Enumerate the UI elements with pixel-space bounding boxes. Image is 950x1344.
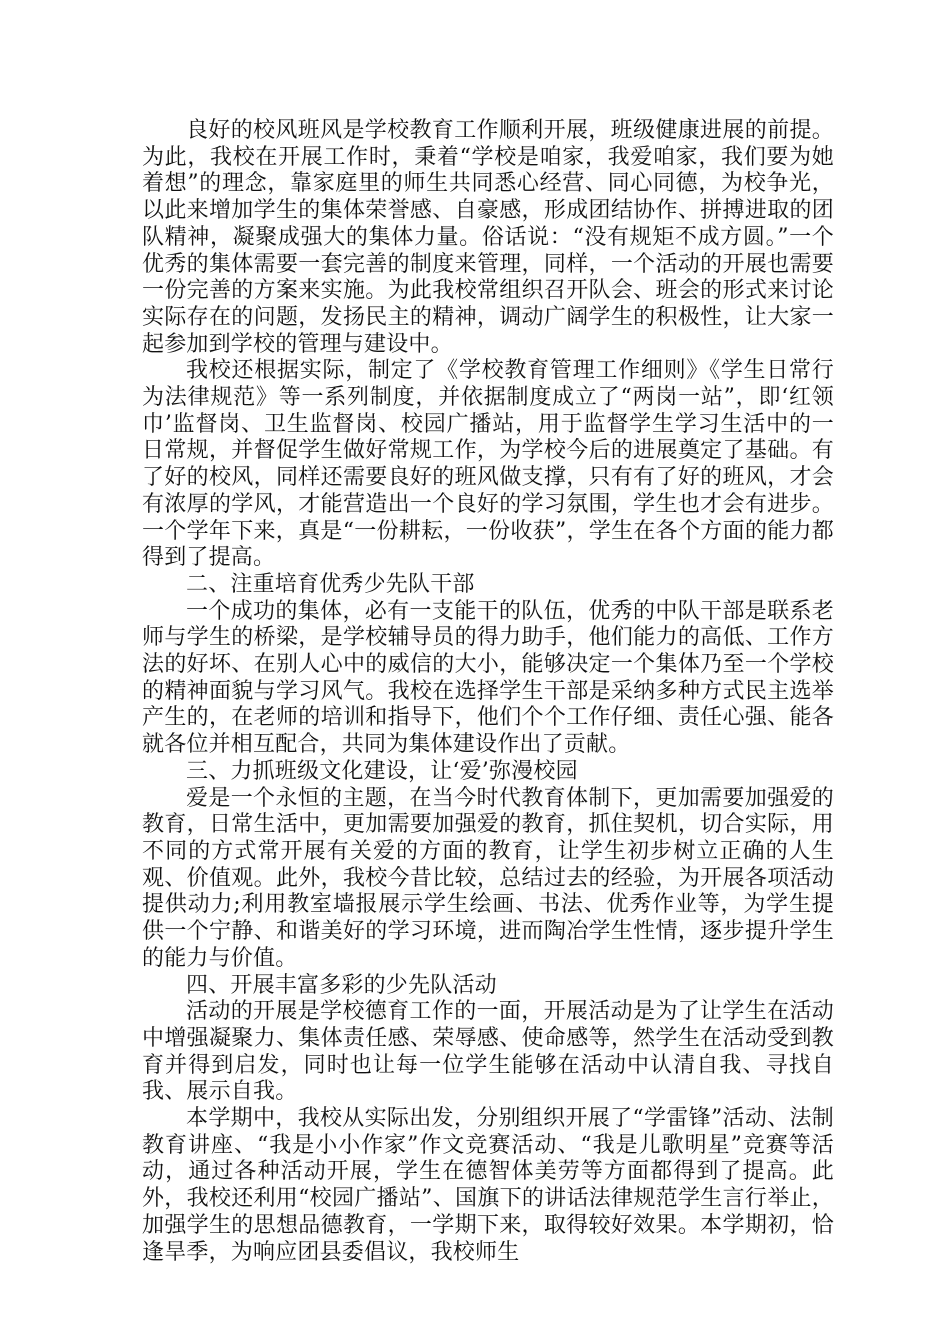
section-heading-cadres: 二、注重培育优秀少先队干部 — [186, 571, 475, 597]
document-body — [142, 118, 834, 1266]
paragraph-class-culture: 爱是一个永恒的主题，在当今时代教育体制下，更加需要加强爱的教育，日常生活中，更加需要加强爱的教育，抓住契机，切合实际，用不同的方式常开展有关爱的方面的教育，让学生初步树立正确的人生观、价值观。此外，我校今昔比较，总结过去的经验，为开展各项活动提供动力;利用教室墙报展示学生绘画、书法、优秀作业等，为学生提供一个宁静、和谐美好的学习环境，进而陶冶学生性情，逐步提升学生的能力与价值。 — [142, 785, 834, 971]
paragraph-activities-purpose: 活动的开展是学校德育工作的一面，开展活动是为了让学生在活动中增强凝聚力、集体责任感、荣辱感、使命感等，然学生在活动受到教育并得到启发，同时也让每一位学生能够在活动中认清自我、寻找自我、展示自我。 — [142, 999, 834, 1105]
paragraph-cadres: 一个成功的集体，必有一支能干的队伍，优秀的中队干部是联系老师与学生的桥梁，是学校辅导员的得力助手，他们能力的高低、工作方法的好坏、在别人心中的威信的大小，能够决定一个集体乃至一个学校的精神面貌与学习风气。我校在选择学生干部是采纳多种方式民主选举产生的，在老师的培训和指导下，他们个个工作仔细、责任心强、能各就各位并相互配合，共同为集体建设作出了贡献。 — [142, 598, 834, 758]
section-heading-activities: 四、开展丰富多彩的少先队活动 — [186, 972, 497, 998]
paragraph-regulations: 我校还根据实际，制定了《学校教育管理工作细则》《学生日常行为法律规范》等一系列制度，并依据制度成立了“两岗一站”，即‘红领巾’监督岗、卫生监督岗、校园广播站，用于监督学生学习生活中的一日常规，并督促学生做好常规工作，为学校今后的进展奠定了基础。有了好的校风，同样还需要良好的班风做支撑，只有有了好的班风，才会有浓厚的学风，才能营造出一个良好的学习氛围，学生也才会有进步。一个学年下来，真是“一份耕耘，一份收获”，学生在各个方面的能力都得到了提高。 — [142, 358, 834, 571]
section-heading-class-culture: 三、力抓班级文化建设，让‘爱’弥漫校园 — [186, 758, 578, 784]
paragraph-activities-semester: 本学期中，我校从实际出发，分别组织开展了“学雷锋”活动、法制教育讲座、“我是小小作家”作文竞赛活动、“我是儿歌明星”竞赛等活动，通过各种活动开展，学生在德智体美劳等方面都得到了提高。此外，我校还利用“校园广播站”、国旗下的讲话法律规范学生言行举止，加强学生的思想品德教育，一学期下来，取得较好效果。本学期初，恰逢旱季，为响应团县委倡议，我校师生 — [142, 1106, 834, 1265]
paragraph-school-spirit: 良好的校风班风是学校教育工作顺利开展，班级健康进展的前提。为此，我校在开展工作时，秉着“学校是咱家，我爱咱家，我们要为她着想”的理念，靠家庭里的师生共同悉心经营、同心同德，为校争光，以此来增加学生的集体荣誉感、自豪感，形成团结协作、拼搏进取的团队精神，凝聚成强大的集体力量。俗话说：“没有规矩不成方圆。”一个优秀的集体需要一套完善的制度来管理，同样，一个活动的开展也需要一份完善的方案来实施。为此我校常组织召开队会、班会的形式来讨论实际存在的问题，发扬民主的精神，调动广阔学生的积极性，让大家一起参加到学校的管理与建设中。 — [142, 118, 834, 357]
